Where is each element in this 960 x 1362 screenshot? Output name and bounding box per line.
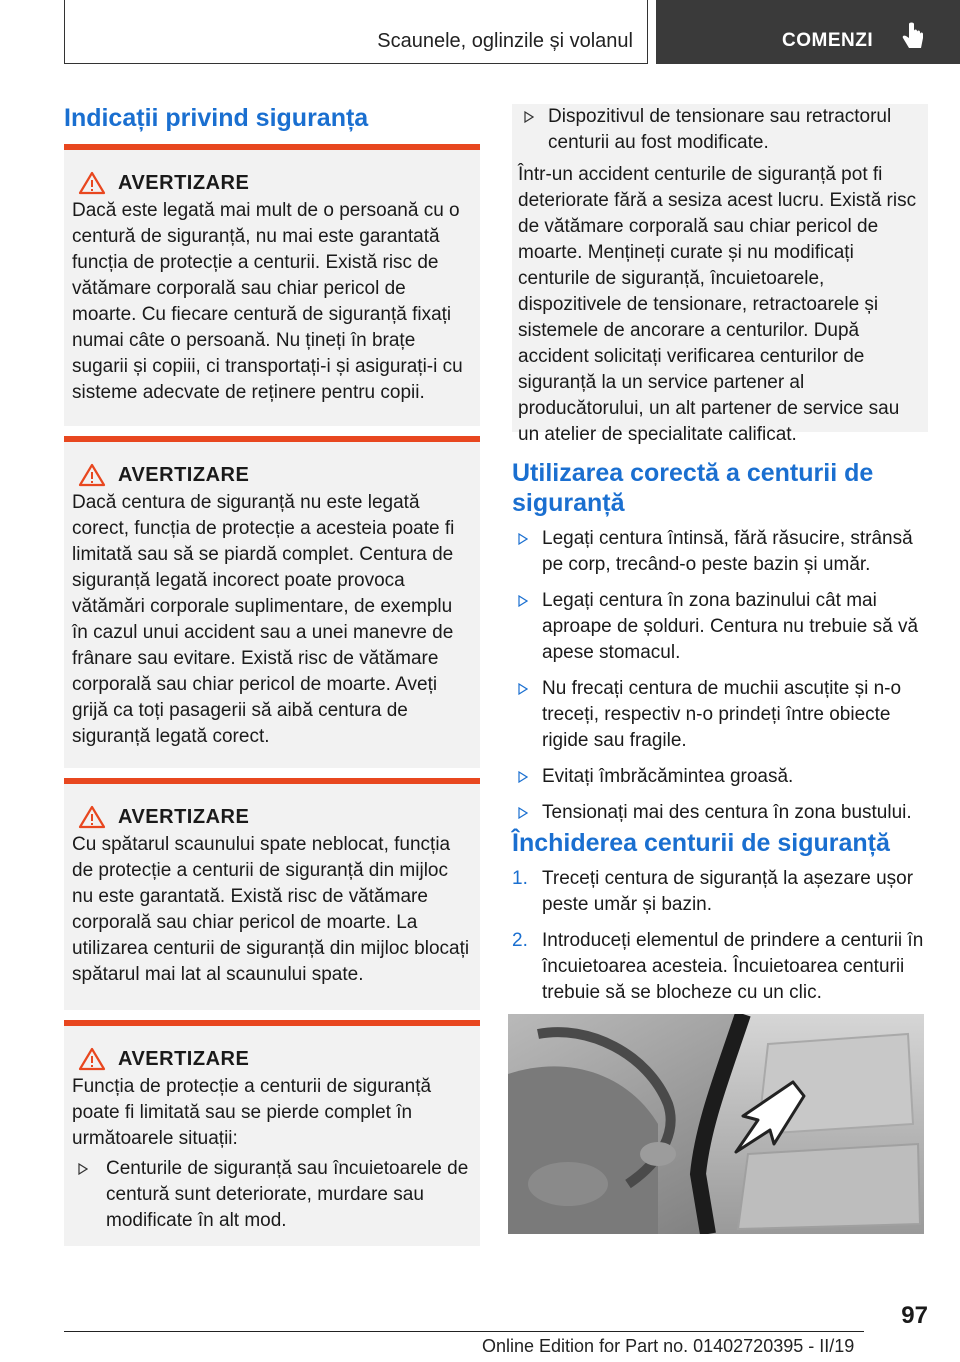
warning-title: AVERTIZARE	[118, 171, 250, 194]
section-title: Scaunele, oglinzile și volanul	[377, 30, 633, 52]
step-item	[512, 928, 928, 1006]
correct-use-list-wrap	[512, 526, 928, 826]
seatbelt-buckle-photo	[508, 1014, 924, 1234]
list-item: Dispozitivul de tensionare sau retractorul centurii au fost modificate.	[518, 104, 920, 156]
seatbelt-illustration	[508, 1014, 924, 1234]
section-heading-correct-use: Utilizarea corectă a centurii de siguranță	[512, 459, 874, 517]
step-number: 2.	[512, 930, 528, 951]
correct-use-list	[512, 526, 928, 826]
box-paragraph: Într-un accident centurile de siguranță pot fi deteriorate fără a sesiza acest lucru. Există risc de vătămare corporală sau chiar pericol de moarte. Mențineți curate și nu modificați centurile de siguranță, încuietoarele, dispozitivele de tensionare, retractoarele și sistemele de ancorare a centurilor. După accident solicitați verificarea centurilor de siguranță la un service partener al producătorului, un alt partener de service sau un atelier de specialitate calificat.	[518, 164, 917, 445]
warning-text: Funcția de protecție a centurii de siguranță poate fi limitată sau se pierde complet în următoarele situații:	[72, 1076, 432, 1149]
warning-box-2	[64, 436, 480, 768]
footer-divider	[64, 1331, 864, 1332]
warning-title: AVERTIZARE	[118, 805, 250, 828]
step-item	[512, 866, 928, 918]
warning-text: Dacă centura de siguranță nu este legată corect, funcția de protecție a acesteia poate fi limitată sau să se piardă complet. Centura de siguranță legată incorect poate provoca vătămări corporale suplimentare, de exemplu în cazul unui accident sau a unei manevre de frânare sau evitare. Există risc de vătămare corporală sau chiar pericol de moarte. Aveți grijă ca toți pasagerii să aibă centura de siguranță legată corect.	[72, 492, 455, 747]
list-item: Evitați îmbrăcămintea groasă.	[512, 764, 928, 790]
warning-list	[72, 1156, 470, 1234]
list-item: Tensionați mai des centura în zona bustului.	[512, 800, 928, 826]
continued-warning-box	[512, 104, 928, 445]
warning-box-1	[64, 144, 480, 426]
warning-triangle-icon	[78, 805, 106, 829]
hand-pointer-icon	[900, 22, 926, 52]
fastening-steps-wrap	[512, 866, 928, 1006]
edition-note: Online Edition for Part no. 01402720395 - II/19	[482, 1336, 855, 1356]
warning-box-4	[64, 1020, 480, 1246]
bullet-triangle-icon	[518, 533, 528, 545]
warning-triangle-icon	[78, 463, 106, 487]
warning-title: AVERTIZARE	[118, 1047, 250, 1070]
list-item: Nu frecați centura de muchii ascuțite și n-o treceți, respectiv n-o prindeți între obiecte rigide sau fragile.	[512, 676, 928, 754]
page-number: 97	[901, 1302, 928, 1329]
bullet-triangle-icon	[78, 1163, 88, 1175]
section-heading-fastening: Închiderea centurii de siguranță	[512, 829, 890, 857]
bullet-triangle-icon	[518, 771, 528, 783]
section-tab[interactable]	[656, 0, 960, 64]
step-number: 1.	[512, 868, 528, 889]
page-heading: Indicații privind siguranța	[64, 104, 369, 132]
warning-title: AVERTIZARE	[118, 463, 250, 486]
bullet-triangle-icon	[518, 683, 528, 695]
warning-text: Dacă este legată mai mult de o persoană cu o centură de siguranță, nu mai este garantată funcția de protecție a centurii. Există risc de vătămare corporală sau chiar pericol de moarte. Cu fiecare centură de siguranță fixați numai câte o persoană. Nu țineți în brațe sugarii și copiii, ci transportați-i și asigurați-i cu sisteme adecvate de reținere pentru copii.	[72, 200, 463, 403]
warning-triangle-icon	[78, 1047, 106, 1071]
warning-text: Cu spătarul scaunului spate neblocat, funcția de protecție a centurii de siguranță din mijloc nu este garantată. Există risc de vătămare corporală sau chiar pericol de moarte. La utilizarea centurii de siguranță din mijloc blocați spătarul mai lat al scaunului spate.	[72, 834, 470, 985]
list-item: Legați centura întinsă, fără răsucire, strânsă pe corp, trecând-o peste bazin și umăr.	[512, 526, 928, 578]
warning-box-3	[64, 778, 480, 1010]
section-tab-label: COMENZI	[782, 30, 874, 51]
warning-triangle-icon	[78, 171, 106, 195]
step-text: Introduceți elementul de prindere a centurii în încuietoarea acesteia. Încuietoarea centurii trebuie să se blocheze cu un clic.	[542, 930, 924, 1003]
bullet-triangle-icon	[518, 595, 528, 607]
header-frame	[64, 0, 648, 64]
step-text: Treceți centura de siguranță la așezare ușor peste umăr și bazin.	[542, 868, 914, 915]
list-item: Legați centura în zona bazinului cât mai aproape de șolduri. Centura nu trebuie să vă apese stomacul.	[512, 588, 928, 666]
fastening-steps	[512, 866, 928, 1006]
bullet-triangle-icon	[518, 807, 528, 819]
list-item: Centurile de siguranță sau încuietoarele de centură sunt deteriorate, murdare sau modificate în alt mod.	[72, 1156, 470, 1234]
bullet-triangle-icon	[524, 111, 534, 123]
box-list	[518, 104, 920, 156]
